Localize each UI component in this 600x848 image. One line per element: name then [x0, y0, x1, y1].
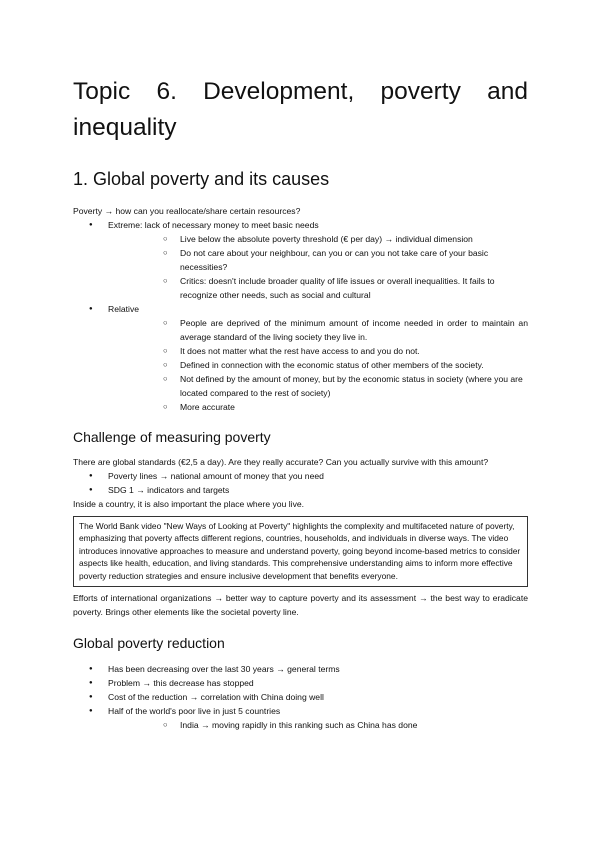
list-item: ○ Not defined by the amount of money, but by the economic status in society (where you are located compared to the rest of society) [108, 372, 528, 400]
section-heading-measuring: Challenge of measuring poverty [73, 429, 271, 445]
section-heading-reduction: Global poverty reduction [73, 635, 225, 652]
relative-sublist [108, 316, 528, 414]
list-item: ○ People are deprived of the minimum amount of income needed in order to maintain an average standard of the living society they live in. [108, 316, 528, 344]
list-item: ● Cost of the reduction → correlation with China doing well [73, 690, 528, 704]
list-item: ○ Defined in connection with the economic status of other members of the society. [108, 358, 528, 372]
poverty-types-list [73, 218, 528, 414]
list-item-extreme [73, 218, 528, 302]
list-item-relative [73, 302, 528, 414]
list-item: ○ Do not care about your neighbour, can you or can you not take care of your basic necessities? [108, 246, 528, 274]
list-item: ● SDG 1 → indicators and targets [73, 483, 528, 497]
document-page [73, 0, 528, 732]
list-item: ● Poverty lines → national amount of money that you need [73, 469, 528, 483]
half-poor-sublist [108, 718, 528, 732]
list-item: ○ India → moving rapidly in this ranking such as China has done [108, 718, 528, 732]
list-item-label: Extreme: lack of necessary money to meet basic needs [108, 220, 319, 230]
list-item: ○ It does not matter what the rest have access to and you do not. [108, 344, 528, 358]
list-item-label: Half of the world's poor live in just 5 countries [108, 706, 281, 717]
reduction-list [73, 662, 528, 732]
extreme-sublist [108, 232, 528, 302]
list-item-half-poor [73, 704, 528, 732]
world-bank-video-summary-box: The World Bank video "New Ways of Looking at Poverty" highlights the complexity and multifaceted nature of poverty, emphasizing that poverty affects different regions, countries, households, and individuals in diverse ways. The video introduces innovative approaches to measure and understand poverty, going beyond income-based metrics to consider aspects like health, education, and living standards. This comprehensive understanding aims to inform more effective poverty reduction strategies and ensure inclusive development that benefits everyone. [73, 516, 528, 587]
inside-country-note: Inside a country, it is also important the place where you live. [73, 499, 305, 509]
page-title: Topic 6. Development, poverty and inequality [73, 78, 528, 141]
section-measuring-poverty [73, 428, 528, 619]
list-item: ● Has been decreasing over the last 30 years → general terms [73, 662, 528, 676]
measuring-list [73, 469, 528, 497]
measuring-intro: There are global standards (€2,5 a day). Are they really accurate? Can you actually survive with this amount? [73, 457, 489, 467]
list-item-label: Relative [108, 304, 140, 314]
efforts-paragraph: Efforts of international organizations → better way to capture poverty and its assessment → the best way to eradicate poverty. Brings other elements like the societal poverty line. [73, 593, 528, 618]
section-heading-global-poverty: 1. Global poverty and its causes [73, 169, 330, 189]
list-item: ○ Critics: doesn't include broader quality of life issues or overall inequalities. It fails to recognize other needs, such as social and cultural [108, 274, 528, 302]
list-item: ● Problem → this decrease has stopped [73, 676, 528, 690]
poverty-intro: Poverty → how can you reallocate/share certain resources? [73, 206, 301, 216]
list-item: ○ Live below the absolute poverty threshold (€ per day) → individual dimension [108, 232, 528, 246]
list-item: ○ More accurate [108, 400, 528, 414]
section-poverty-reduction [73, 634, 528, 732]
